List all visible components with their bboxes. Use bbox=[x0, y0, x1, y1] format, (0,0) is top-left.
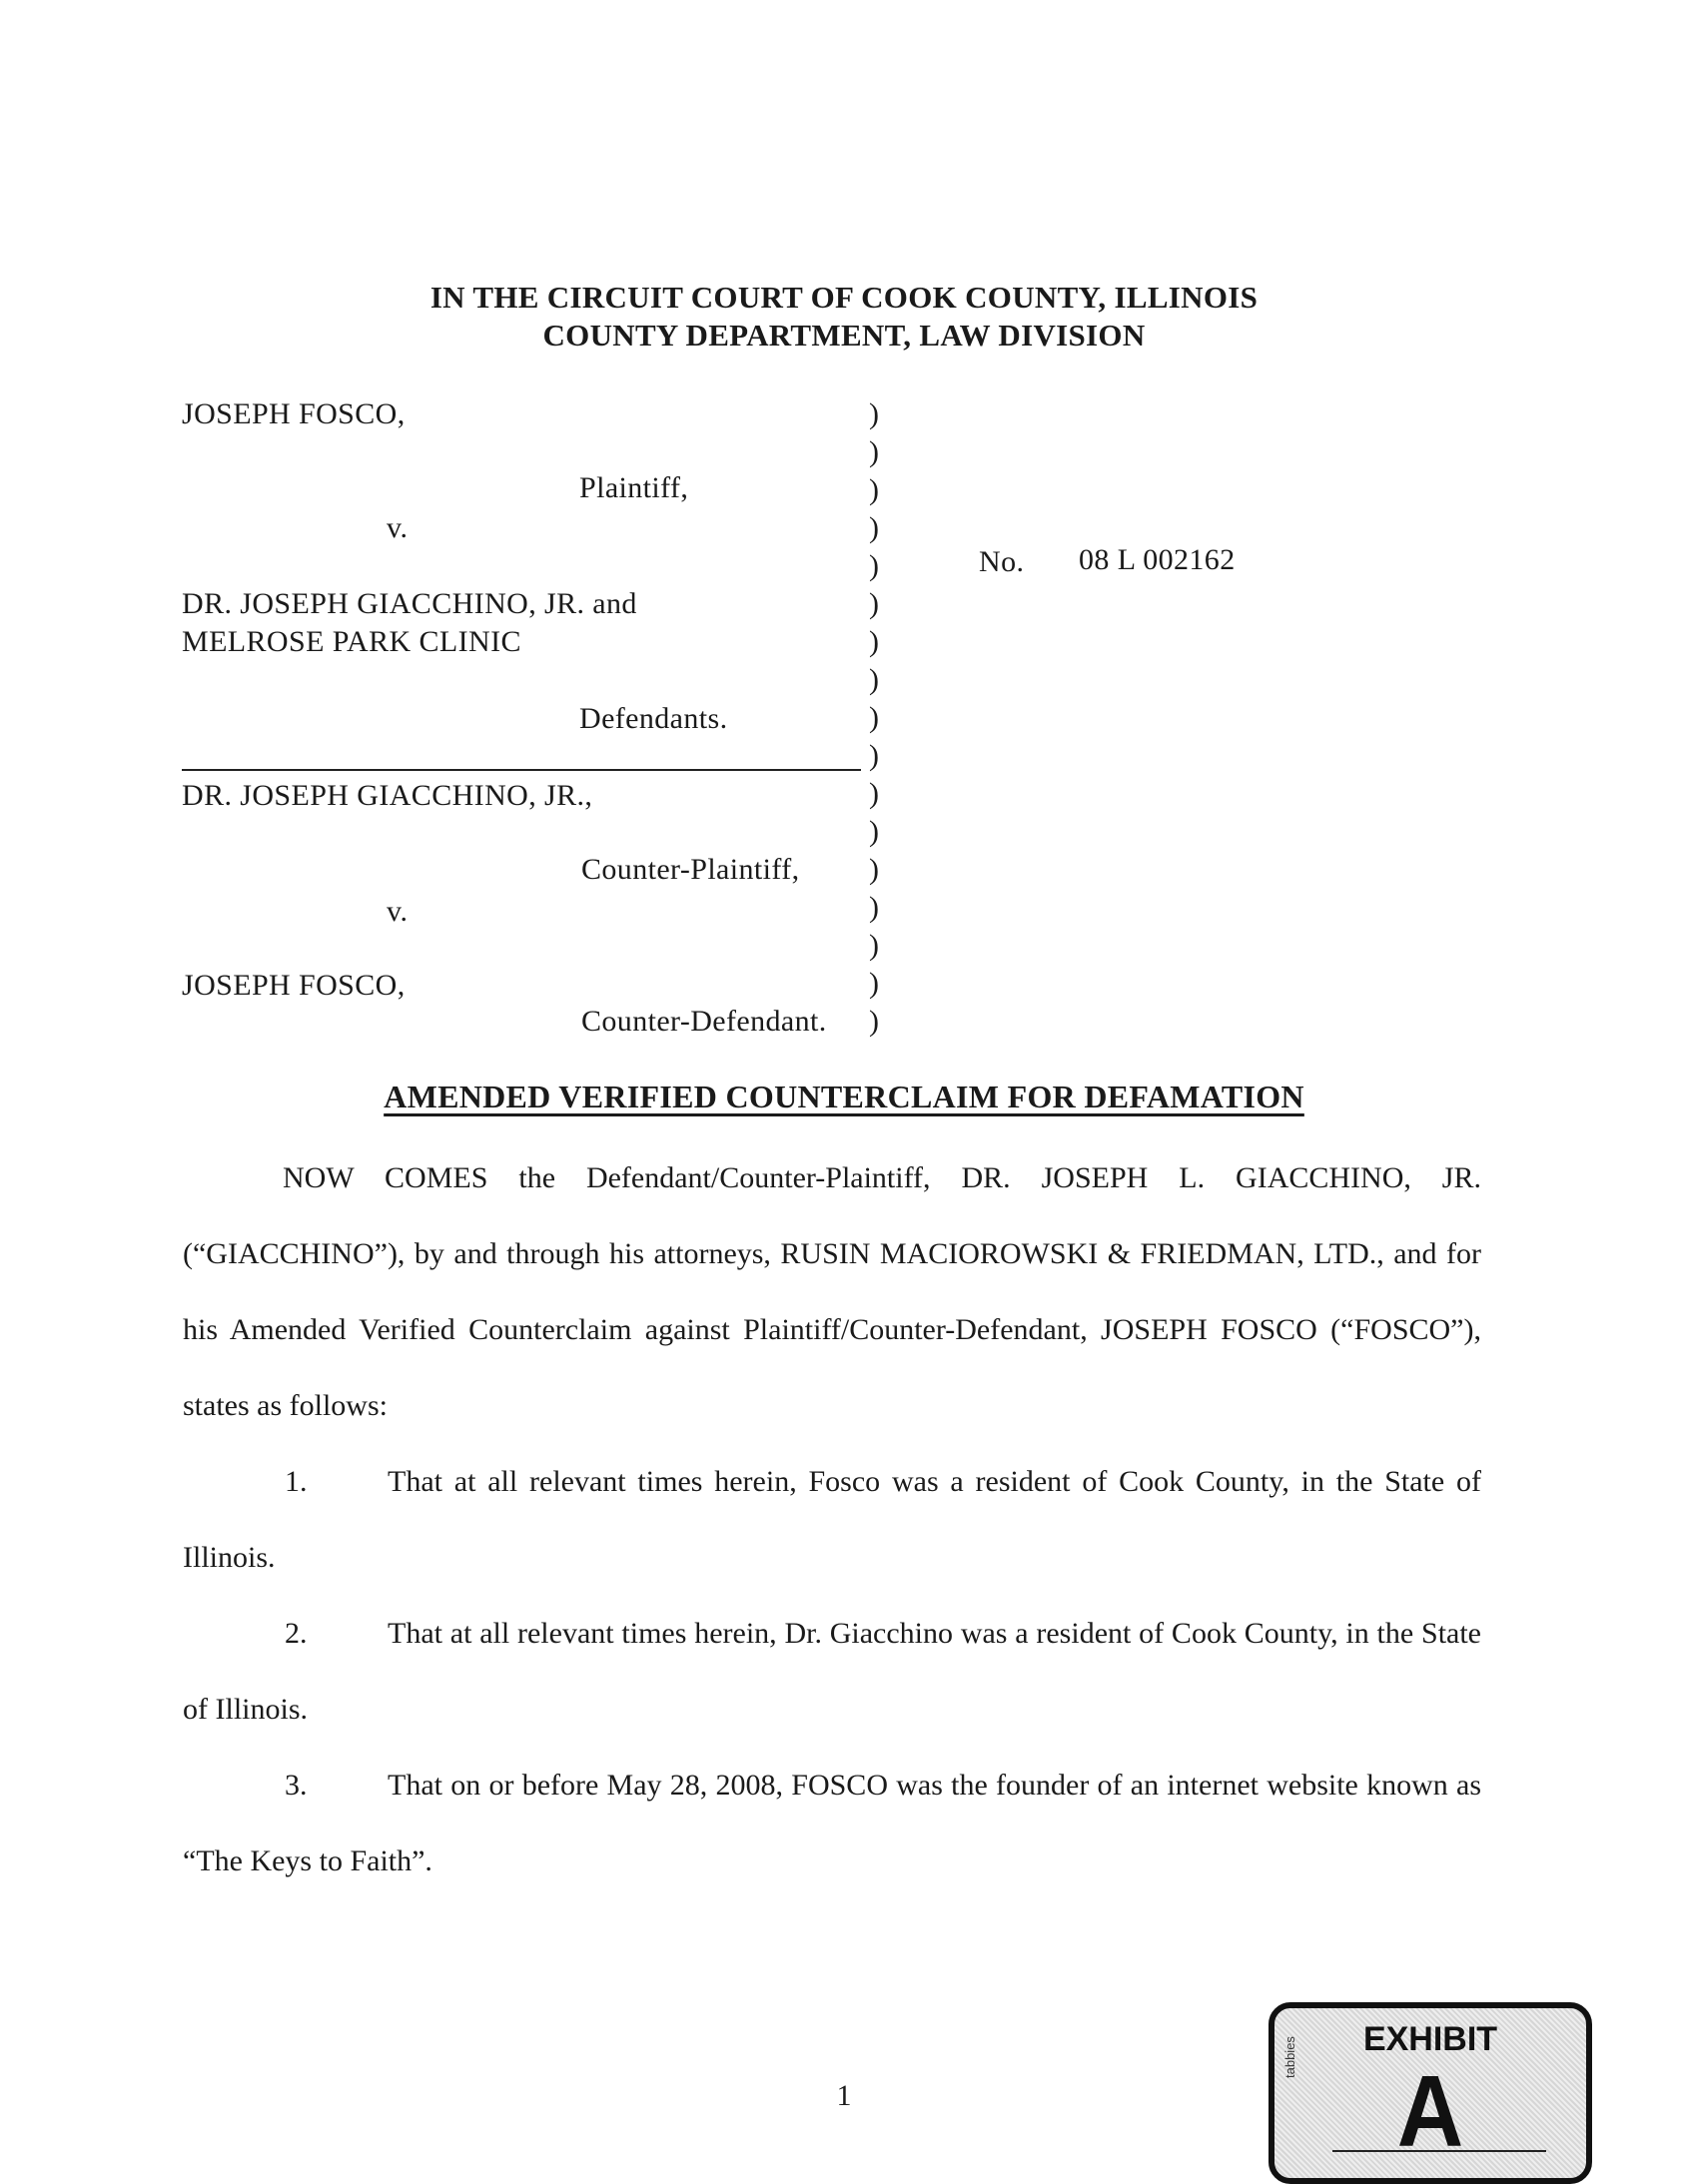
intro-paragraph bbox=[183, 1140, 1481, 1444]
caption-paren: ) bbox=[869, 511, 879, 544]
paragraph-text: That at all relevant times herein, Fosco was a resident of Cook County, in the State of Illinois. bbox=[183, 1465, 1481, 1574]
numbered-paragraph bbox=[183, 1444, 1481, 1596]
plaintiff-role: Plaintiff, bbox=[579, 471, 689, 504]
caption-paren: ) bbox=[869, 891, 879, 924]
defendant-role: Defendants. bbox=[579, 702, 728, 735]
numbered-paragraph bbox=[183, 1596, 1481, 1748]
paragraph-text: That at all relevant times herein, Dr. Giacchino was a resident of Cook County, in the State of Illinois. bbox=[183, 1617, 1481, 1726]
caption-paren: ) bbox=[869, 435, 879, 468]
counter-defendant-name: JOSEPH FOSCO, bbox=[182, 969, 406, 1002]
court-header-line2: COUNTY DEPARTMENT, LAW DIVISION bbox=[542, 318, 1146, 353]
case-number-label: No. bbox=[979, 545, 1025, 578]
court-header-line1: IN THE CIRCUIT COURT OF COOK COUNTY, ILLINOIS bbox=[429, 280, 1259, 315]
intro-text: NOW COMES the Defendant/Counter-Plaintiff, DR. JOSEPH L. GIACCHINO, JR. (“GIACCHINO”), by and through his attorneys, RUSIN MACIOROWSKI & FRIEDMAN, LTD., and for his Amended Verified Counterclaim against Plaintiff/Counter-Defendant, JOSEPH FOSCO (“FOSCO”), states as follows: bbox=[183, 1161, 1481, 1422]
caption-paren: ) bbox=[869, 473, 879, 506]
numbered-paragraph bbox=[183, 1748, 1481, 1899]
exhibit-label: EXHIBIT bbox=[1362, 2020, 1498, 2058]
caption-paren: ) bbox=[869, 701, 879, 734]
caption-paren: ) bbox=[869, 549, 879, 582]
caption-paren: ) bbox=[869, 663, 879, 696]
versus-label-2: v. bbox=[387, 895, 409, 928]
paragraph-number: 2. bbox=[285, 1617, 308, 1650]
counter-plaintiff-role: Counter-Plaintiff, bbox=[581, 853, 800, 886]
counter-defendant-role: Counter-Defendant. bbox=[581, 1005, 827, 1038]
exhibit-underline bbox=[1332, 2150, 1546, 2152]
caption-divider bbox=[182, 769, 861, 771]
caption-paren: ) bbox=[869, 967, 879, 1000]
defendant-line1: DR. JOSEPH GIACCHINO, JR. and bbox=[182, 587, 637, 620]
page-number: 1 bbox=[836, 2079, 852, 2112]
defendant-line2: MELROSE PARK CLINIC bbox=[182, 625, 521, 658]
paragraph-text: That on or before May 28, 2008, FOSCO was the founder of an internet website known as “The Keys to Faith”. bbox=[183, 1769, 1481, 1877]
counter-plaintiff-name: DR. JOSEPH GIACCHINO, JR., bbox=[182, 779, 593, 812]
exhibit-brand: tabbies bbox=[1282, 2036, 1297, 2078]
caption-paren: ) bbox=[869, 587, 879, 620]
caption-paren: ) bbox=[869, 625, 879, 658]
case-number: 08 L 002162 bbox=[1079, 543, 1236, 576]
caption-paren: ) bbox=[869, 929, 879, 962]
caption-paren: ) bbox=[869, 853, 879, 886]
exhibit-letter: A bbox=[1396, 2055, 1464, 2169]
caption-paren: ) bbox=[869, 739, 879, 772]
caption-paren: ) bbox=[869, 1005, 879, 1038]
exhibit-sticker bbox=[1268, 2002, 1592, 2184]
paragraph-number: 3. bbox=[285, 1769, 308, 1802]
caption-paren: ) bbox=[869, 397, 879, 430]
versus-label: v. bbox=[387, 511, 409, 544]
caption-paren: ) bbox=[869, 815, 879, 848]
paragraph-number: 1. bbox=[285, 1465, 308, 1498]
plaintiff-name: JOSEPH FOSCO, bbox=[182, 397, 406, 430]
document-title: AMENDED VERIFIED COUNTERCLAIM FOR DEFAMATION bbox=[384, 1079, 1304, 1114]
caption-paren: ) bbox=[869, 777, 879, 810]
